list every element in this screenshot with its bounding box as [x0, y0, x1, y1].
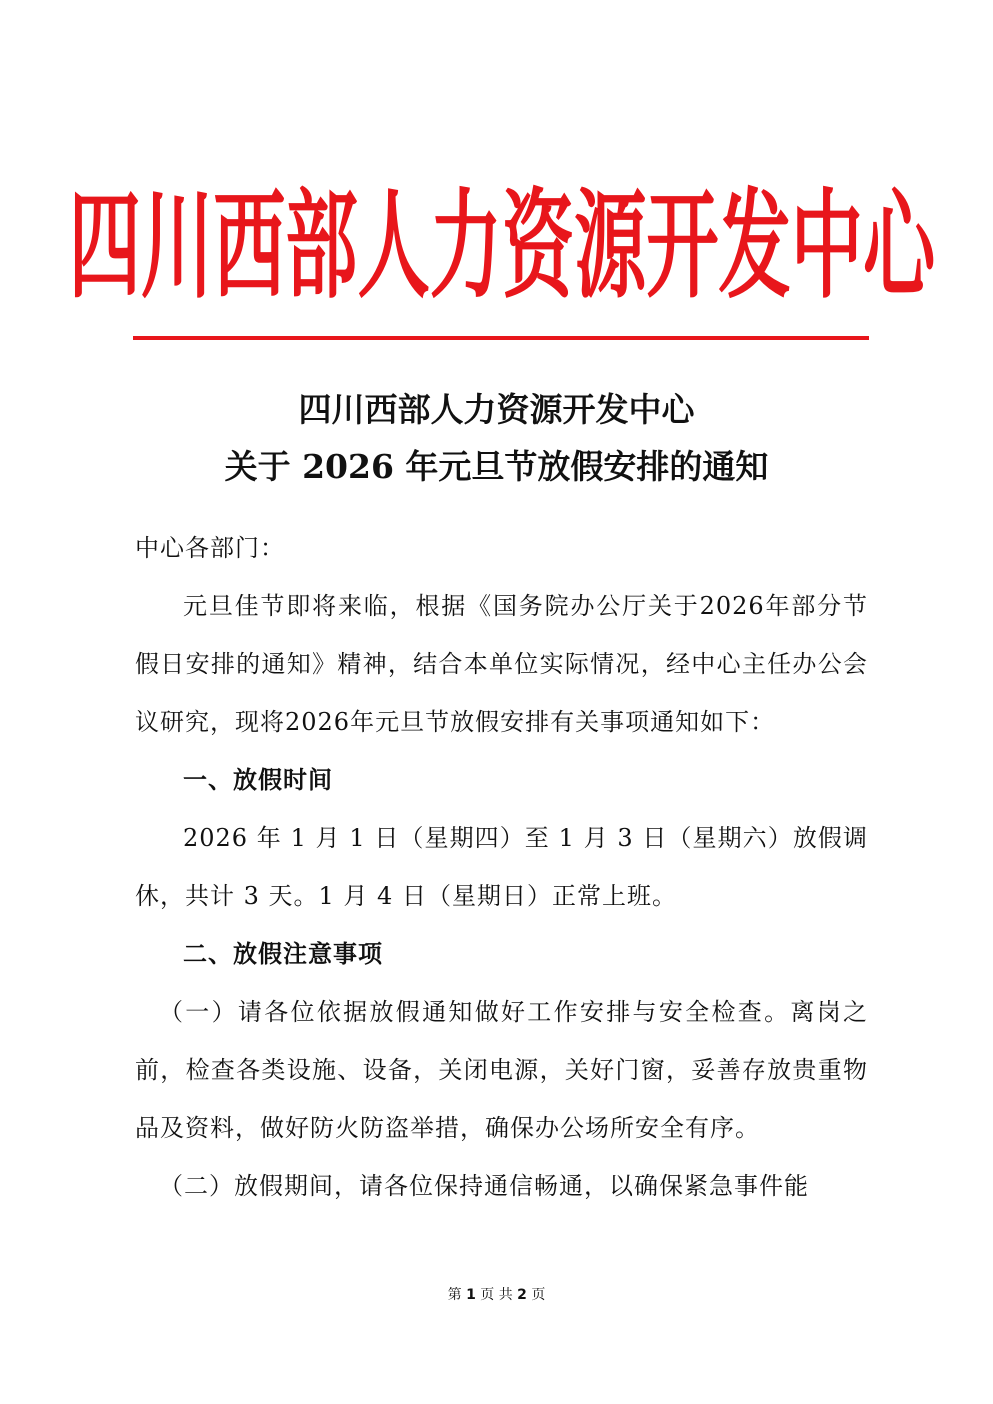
intro-paragraph: 元旦佳节即将来临，根据《国务院办公厅关于2026年部分节假日安排的通知》精神，结合本单位实际情况，经中心主任办公会议研究，现将2026年元旦节放假安排有关事项通知如下：: [135, 592, 868, 736]
footer-middle: 页 共: [480, 1287, 513, 1303]
page-footer: [0, 1284, 993, 1304]
red-divider-line: [133, 336, 869, 340]
document-title-line1: 四川西部人力资源开发中心: [298, 390, 695, 429]
footer-prefix: 第: [447, 1287, 462, 1303]
footer-current-page: 1: [466, 1287, 476, 1303]
section2-item1: （一）请各位依据放假通知做好工作安排与安全检查。离岗之前，检查各类设施、设备，关闭电源，关好门窗，妥善存放贵重物品及资料，做好防火防盗举措，确保办公场所安全有序。: [135, 998, 868, 1142]
section1-heading: 一、放假时间: [183, 765, 333, 794]
section2-heading: 二、放假注意事项: [183, 939, 383, 968]
section2-item2: （二）放假期间，请各位保持通信畅通，以确保紧急事件能: [159, 1172, 809, 1200]
footer-suffix: 页: [531, 1287, 546, 1303]
document-title-line2: 关于 2026 年元旦节放假安排的通知: [224, 447, 769, 486]
salutation: 中心各部门：: [135, 534, 285, 562]
masthead-org-name: [68, 175, 935, 314]
footer-total-pages: 2: [517, 1287, 527, 1303]
section1-body: 2026 年 1 月 1 日（星期四）至 1 月 3 日（星期六）放假调休，共计 3 天。1 月 4 日（星期日）正常上班。: [135, 824, 868, 910]
masthead-text: 四川西部人力资源开发中心: [68, 175, 935, 314]
